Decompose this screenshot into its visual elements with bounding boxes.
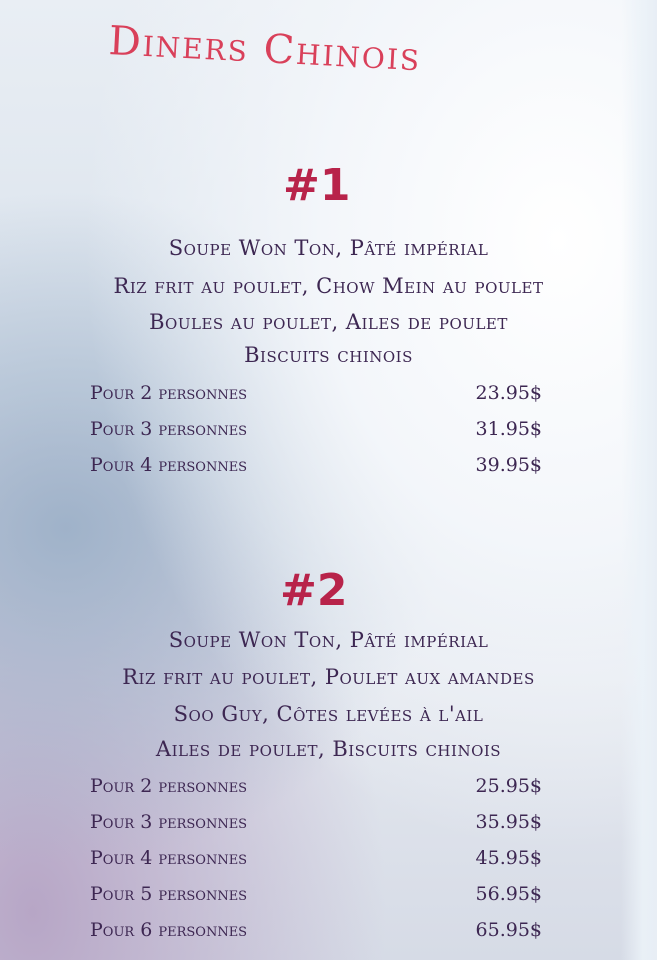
menu-1-number: #1 xyxy=(283,160,351,211)
menu-2-item-line: Soo Guy, Côtes levées à l'ail xyxy=(173,702,484,726)
price-row-label: Pour 2 personnes xyxy=(90,382,248,404)
menu-1-item-line: Soupe Won Ton, Pâté impérial xyxy=(168,236,489,260)
menu-1-price-row xyxy=(90,418,550,448)
price-row-label: Pour 6 personnes xyxy=(90,919,248,941)
price-row-value: 45.95$ xyxy=(475,847,542,869)
price-row-value: 31.95$ xyxy=(475,418,542,440)
menu-2-price-row xyxy=(90,775,550,805)
menu-title: Diners Chinois xyxy=(107,18,423,81)
menu-2-price-row xyxy=(90,919,550,949)
menu-1-price-row xyxy=(90,382,550,412)
menu-2-price-row xyxy=(90,883,550,913)
menu-1-price-row xyxy=(90,454,550,484)
menu-2-number: #2 xyxy=(280,565,348,616)
price-row-label: Pour 2 personnes xyxy=(90,775,248,797)
menu-1-item-line: Riz frit au poulet, Chow Mein au poulet xyxy=(113,274,544,298)
price-row-label: Pour 4 personnes xyxy=(90,847,248,869)
menu-2-item-line: Riz frit au poulet, Poulet aux amandes xyxy=(122,665,535,689)
menu-1-item-line: Biscuits chinois xyxy=(244,343,413,367)
price-row-value: 65.95$ xyxy=(475,919,542,941)
menu-1-item-line: Boules au poulet, Ailes de poulet xyxy=(149,310,508,334)
menu-2-item-line: Soupe Won Ton, Pâté impérial xyxy=(168,628,489,652)
price-row-label: Pour 3 personnes xyxy=(90,418,248,440)
price-row-label: Pour 3 personnes xyxy=(90,811,248,833)
page-edge-highlight xyxy=(621,0,657,960)
price-row-value: 56.95$ xyxy=(475,883,542,905)
price-row-label: Pour 5 personnes xyxy=(90,883,248,905)
menu-2-item-line: Ailes de poulet, Biscuits chinois xyxy=(155,737,502,761)
price-row-value: 23.95$ xyxy=(475,382,542,404)
price-row-label: Pour 4 personnes xyxy=(90,454,248,476)
price-row-value: 35.95$ xyxy=(475,811,542,833)
price-row-value: 39.95$ xyxy=(475,454,542,476)
price-row-value: 25.95$ xyxy=(475,775,542,797)
menu-2-price-row xyxy=(90,811,550,841)
menu-2-price-row xyxy=(90,847,550,877)
